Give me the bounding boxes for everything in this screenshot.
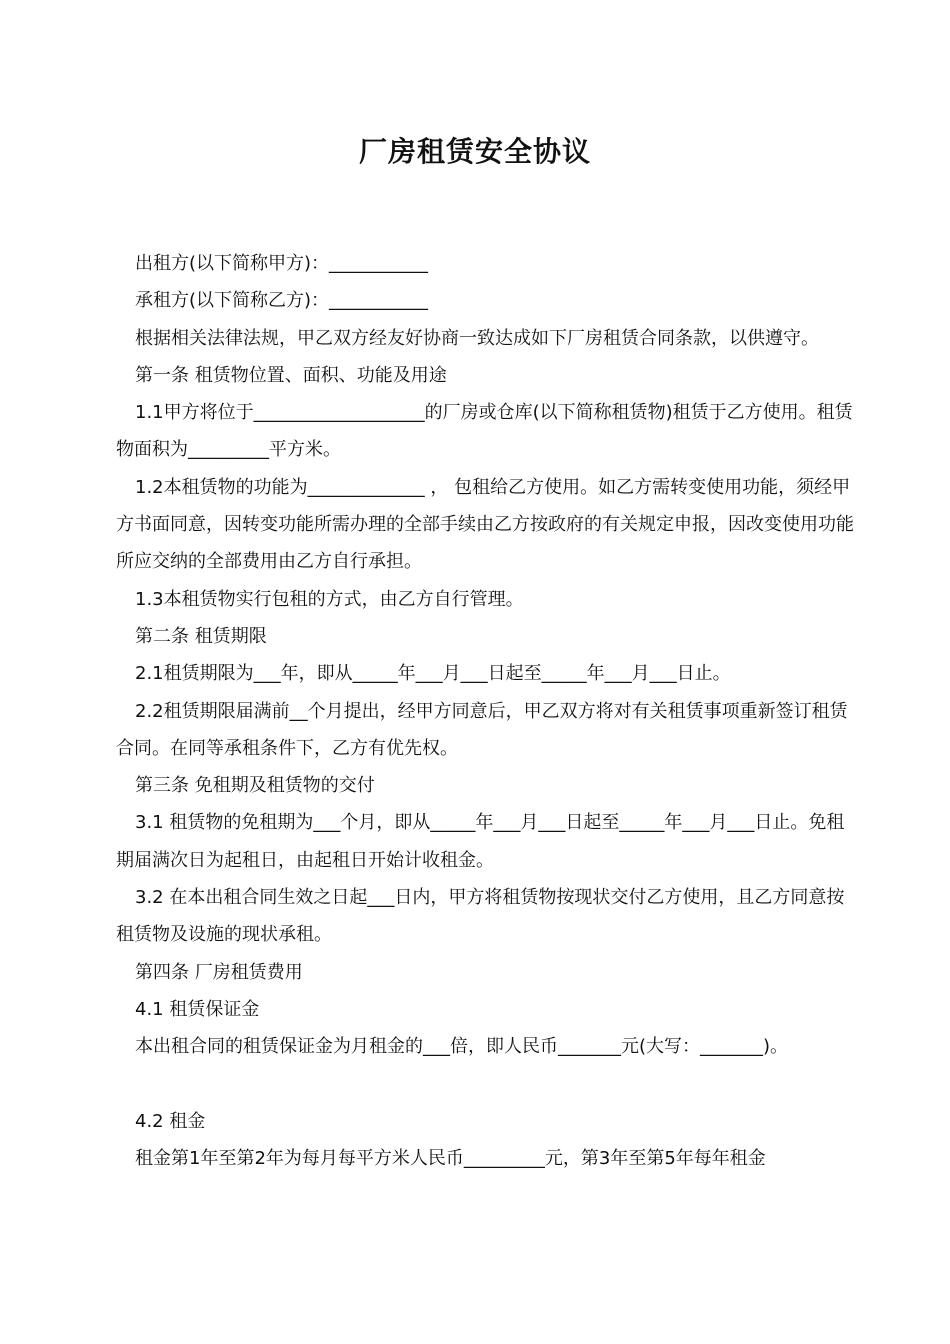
lessor-line: 出租方(以下简称甲方)：___________ — [135, 253, 429, 274]
article-2-heading: 第二条 租赁期限 — [135, 625, 267, 647]
clause-1-2: 1.2本租赁物的功能为_____________ ， 包租给乙方使用。如乙方需转变使用功能，须经甲方书面同意，因转变功能所需办理的全部手续由乙方按政府的有关规定申报，因改变使用功能所应交纳的全部费用由乙方自行承担。 — [116, 476, 854, 573]
lessee-line: 承租方(以下简称乙方)：___________ — [135, 290, 429, 312]
article-3-heading: 第三条 免租期及租赁物的交付 — [135, 775, 375, 797]
clause-2-2: 2.2租赁期限届满前__个月提出，经甲方同意后，甲乙双方将对有关租赁事项重新签订租赁合同。在同等承租条件下，乙方有优先权。 — [116, 700, 848, 759]
document-body — [116, 245, 856, 1177]
article-1-heading: 第一条 租赁物位置、面积、功能及用途 — [135, 364, 447, 386]
clause-1-1: 1.1甲方将位于___________________的厂房或仓库(以下简称租赁物)租赁于乙方使用。租赁物面积为_________平方米。 — [116, 402, 853, 461]
clause-1-3: 1.3本租赁物实行包租的方式，由乙方自行管理。 — [135, 588, 524, 610]
document-title: 厂房租赁安全协议 — [358, 135, 591, 168]
clause-3-1: 3.1 租赁物的免租期为___个月，即从_____年___月___日起至_____年___月___日止。免租期届满次日为起租日，由起租日开始计收租金。 — [116, 812, 845, 871]
clause-4-2-heading: 4.2 租金 — [135, 1110, 206, 1132]
rent-paragraph: 租金第1年至第2年为每月每平方米人民币_________元，第3年至第5年每年租金 — [135, 1147, 766, 1169]
deposit-paragraph: 本出租合同的租赁保证金为月租金的___倍，即人民币_______元(大写：_______)。 — [135, 1036, 789, 1058]
preamble-paragraph: 根据相关法律法规，甲乙双方经友好协商一致达成如下厂房租赁合同条款，以供遵守。 — [135, 327, 819, 349]
clause-2-1: 2.1租赁期限为___年，即从_____年___月___日起至_____年___月___日止。 — [135, 663, 731, 685]
paragraph-gap — [116, 1066, 856, 1103]
clause-4-1-heading: 4.1 租赁保证金 — [135, 998, 260, 1020]
article-4-heading: 第四条 厂房租赁费用 — [135, 961, 303, 983]
clause-3-2: 3.2 在本出租合同生效之日起___日内，甲方将租赁物按现状交付乙方使用，且乙方同意按租赁物及设施的现状承租。 — [116, 887, 845, 946]
